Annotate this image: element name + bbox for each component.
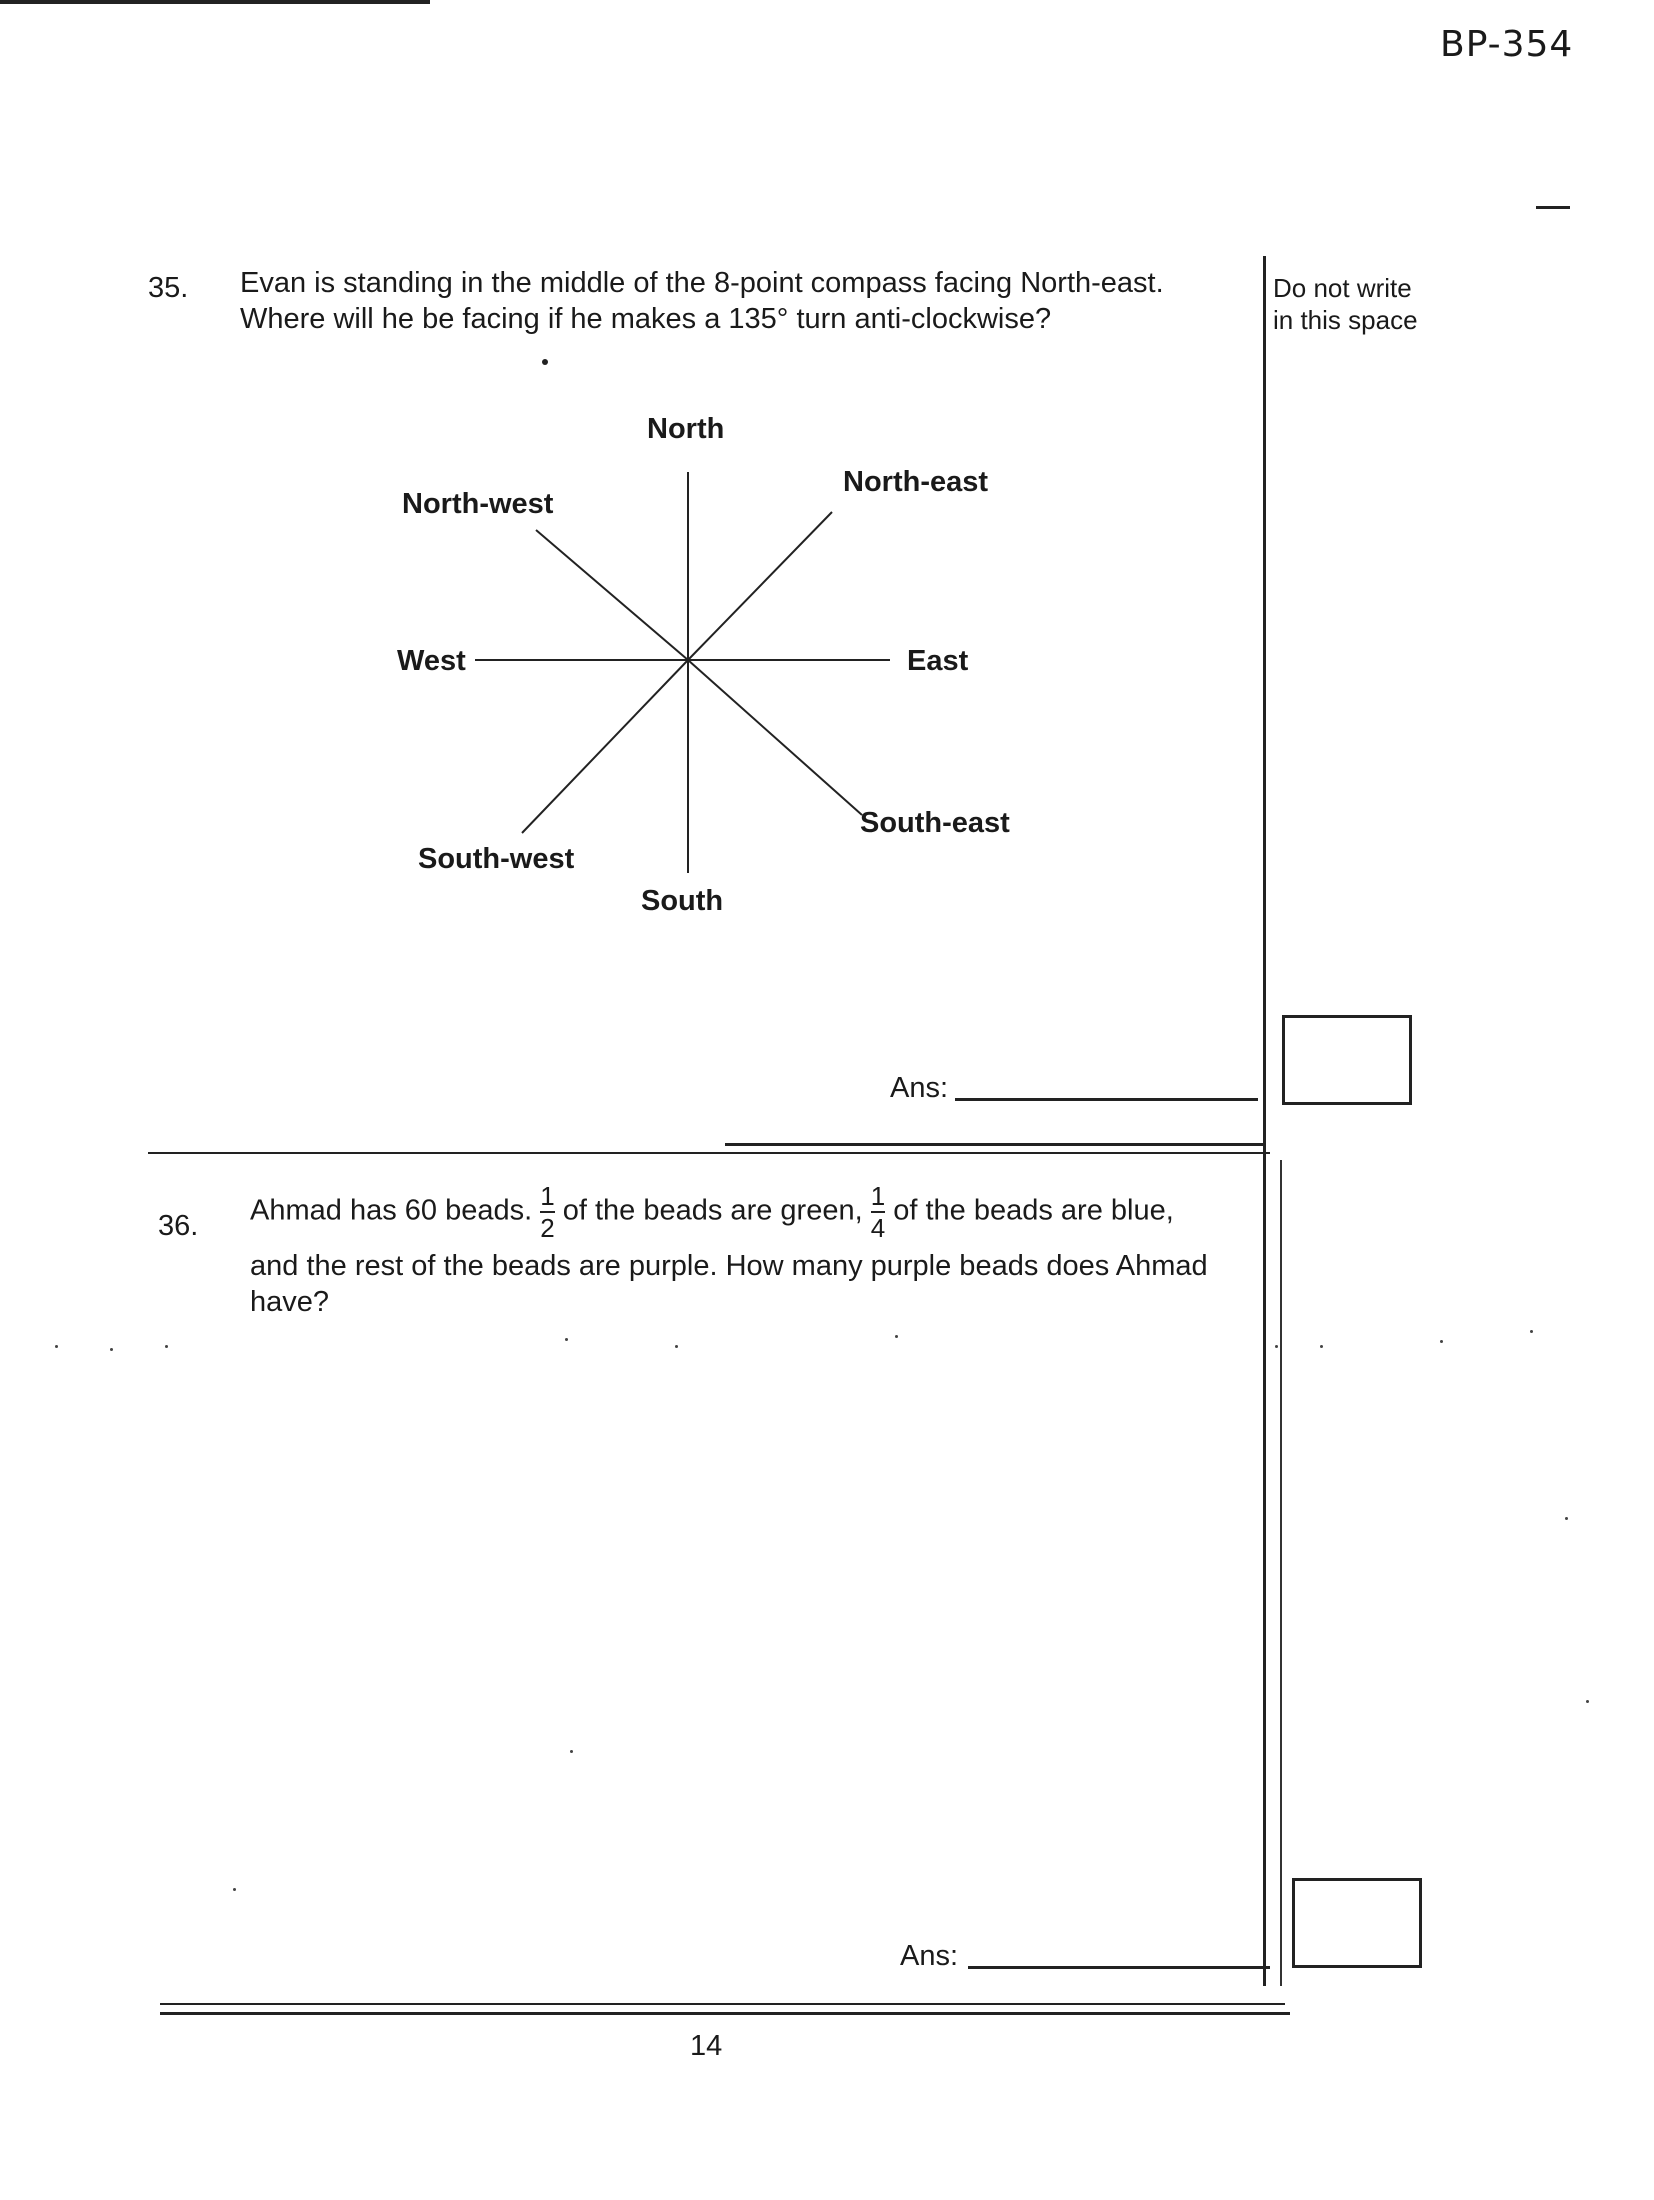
scan-speck [1586,1700,1589,1703]
scan-speck [165,1345,168,1348]
compass-label-north-east: North-east [843,466,989,498]
fraction-one-half-numerator: 1 [540,1181,555,1211]
bottom-rule-upper [160,2003,1285,2005]
scan-speck [1320,1345,1323,1348]
question-35-answer-label: Ans: [890,1072,949,1104]
question-35-answer-line [955,1098,1258,1101]
paper-code: BP-354 [1440,24,1574,65]
page-number: 14 [690,2030,723,2062]
scan-speck [1440,1340,1443,1343]
compass-label-east: East [907,645,969,677]
compass-label-north: North [647,413,725,445]
question-36-answer-line [968,1966,1270,1969]
question-36-answer-field[interactable] [968,1938,1268,1966]
question-separator [148,1152,1270,1154]
question-36-score-box [1292,1878,1422,1968]
question-36-answer-label: Ans: [900,1940,959,1972]
scan-speck [675,1345,678,1348]
question-36-text-part-3: of the beads are blue, [893,1194,1174,1227]
compass-label-south: South [641,885,724,917]
question-35-answer-field[interactable] [955,1070,1255,1098]
question-35-line-2: Where will he be facing if he makes a 135° turn anti-clockwise? [240,303,1052,335]
compass-label-south-west: South-west [418,843,575,875]
question-36-line-3: have? [250,1286,330,1318]
fraction-one-quarter [871,1182,885,1242]
question-35-score-box [1282,1015,1412,1105]
fraction-one-quarter-denominator: 4 [870,1213,886,1243]
question-36-text-part-2: of the beads are green, [562,1194,863,1227]
compass-label-north-west: North-west [402,488,554,520]
compass-line-north-east [688,512,832,660]
fraction-one-half [540,1182,554,1242]
compass-label-south-east: South-east [860,807,1010,839]
scan-speck [55,1345,58,1348]
scan-speck [110,1348,113,1351]
compass-line-south-west [522,660,688,833]
question-35-line-1: Evan is standing in the middle of the 8-point compass facing North-east. [240,267,1164,299]
margin-note-line-2: in this space [1273,305,1418,335]
bottom-rule [160,2012,1290,2015]
scan-speck [565,1338,568,1341]
scan-speck [570,1750,573,1753]
margin-note-line-1: Do not write [1273,273,1412,303]
question-36-line-2: and the rest of the beads are purple. How many purple beads does Ahmad [250,1250,1208,1282]
stray-dot [542,359,548,365]
compass-label-west: West [397,645,466,677]
scan-speck [895,1335,898,1338]
question-35-number: 35. [148,272,189,304]
compass-line-south-east [688,660,862,815]
scan-speck [1275,1345,1278,1348]
question-36-text-part-1: Ahmad has 60 beads. [250,1194,533,1227]
scan-speck [233,1888,236,1891]
scan-speck [1530,1330,1533,1333]
compass-line-north-west [536,530,688,660]
question-separator-upper [725,1143,1265,1146]
scan-speck [1565,1517,1568,1520]
question-36-text [250,1182,1250,1320]
question-36-number: 36. [158,1210,199,1242]
fraction-one-half-denominator: 2 [540,1213,555,1243]
question-36-line-1 [250,1182,1250,1242]
fraction-one-quarter-numerator: 1 [870,1181,886,1211]
